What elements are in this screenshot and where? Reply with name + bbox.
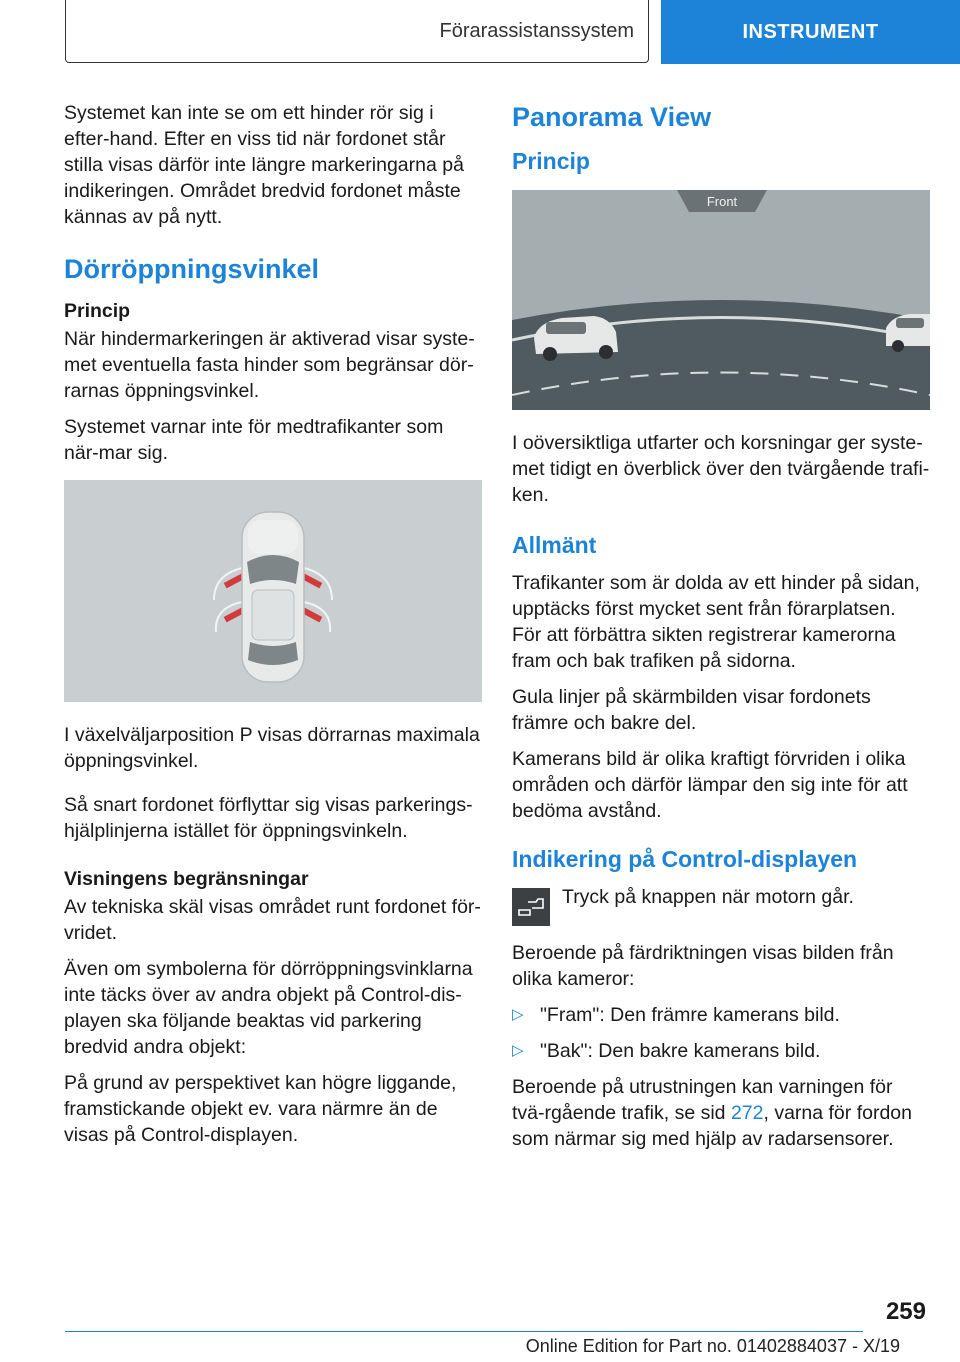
paragraph: Tryck på knappen när motorn går.	[562, 886, 854, 908]
list-item-text: "Fram": Den främre kamerans bild.	[540, 1004, 840, 1026]
heading-indication: Indikering på Control-displayen	[512, 846, 858, 872]
panorama-view-figure	[512, 190, 930, 410]
paragraph: Kamerans bild är olika kraftigt förvriden i olika områden och därför lämpar den sig inte för att bedöma avstånd.	[512, 748, 908, 822]
paragraph: Så snart fordonet förflyttar sig visas parkerings-hjälplinjerna istället för öppningsvinkeln.	[64, 794, 473, 842]
paragraph-text: Beroende på utrustningen kan varningen för tvä-rgående trafik, se sid	[512, 1076, 893, 1124]
subheading-limits: Visningens begränsningar	[64, 868, 309, 890]
paragraph-text: , varna för fordon som närmar sig med hjälp av radarsensorer.	[512, 1102, 912, 1150]
panorama-camera-illustration	[512, 190, 930, 410]
paragraph: Även om symbolerna för dörröppningsvinklarna inte täcks över av andra objekt på Control-dis-playen ska följande beaktas vid parkering bredvid andra objekt:	[64, 958, 473, 1058]
footer-divider	[65, 1331, 863, 1332]
heading-panorama-view: Panorama View	[512, 102, 712, 132]
triangle-bullet-icon: ▷	[512, 1042, 524, 1059]
paragraph: I oöversiktliga utfarter och korsningar ger syste-met tidigt en överblick över den tvärgående trafi-ken.	[512, 432, 930, 506]
list-item	[512, 1038, 930, 1064]
car-top-view-illustration	[64, 480, 482, 702]
paragraph: I växelväljarposition P visas dörrarnas maximala öppningsvinkel.	[64, 724, 480, 772]
camera-symbol	[516, 896, 546, 918]
paragraph: Beroende på färdriktningen visas bilden från olika kameror:	[512, 942, 894, 990]
front-label: Front	[706, 194, 738, 209]
subheading-princip: Princip	[64, 300, 131, 322]
door-angle-figure	[64, 480, 482, 702]
page-number: 259	[885, 1298, 926, 1325]
header-section-title: Förarassistanssystem	[439, 19, 634, 42]
camera-button-icon[interactable]	[512, 888, 550, 926]
paragraph: När hindermarkeringen är aktiverad visar syste-met eventuella fasta hinder som begränsar dör-rarnas öppningsvinkel.	[64, 328, 475, 402]
footer-edition: Online Edition for Part no. 01402884037 - X/19	[525, 1336, 900, 1356]
paragraph: Av tekniska skäl visas området runt fordonet för-vridet.	[64, 896, 481, 944]
header-section-box	[65, 0, 649, 63]
header-chapter-tab[interactable]	[661, 0, 960, 64]
paragraph: På grund av perspektivet kan högre liggande, framstickande objekt ev. vara närmre än de visas på Control-displayen.	[64, 1072, 457, 1146]
header-chapter-label: INSTRUMENT	[742, 20, 879, 43]
paragraph: Trafikanter som är dolda av ett hinder på sidan, upptäcks först mycket sent från förarplatsen. För att förbättra sikten registrerar kamerorna fram och bak trafiken på sidorna.	[512, 572, 920, 672]
left-column	[64, 100, 482, 1158]
list-item	[512, 1002, 930, 1028]
heading-door-angle: Dörröppningsvinkel	[64, 254, 320, 284]
control-button-instruction	[512, 884, 930, 926]
triangle-bullet-icon: ▷	[512, 1006, 524, 1023]
heading-general: Allmänt	[512, 532, 597, 558]
page-reference-link[interactable]: 272	[730, 1102, 764, 1124]
heading-princip: Princip	[512, 148, 590, 174]
paragraph: Systemet varnar inte för medtrafikanter som när-mar sig.	[64, 416, 444, 464]
paragraph: Systemet kan inte se om ett hinder rör sig i efter-hand. Efter en viss tid när fordonet står stilla visas därför inte längre markeringarna på indikeringen. Området bredvid fordonet måste kännas av på nytt.	[64, 102, 464, 228]
list-item-text: "Bak": Den bakre kamerans bild.	[540, 1040, 821, 1062]
right-column	[512, 100, 930, 1162]
paragraph: Gula linjer på skärmbilden visar fordonets främre och bakre del.	[512, 686, 871, 734]
paragraph	[512, 1074, 930, 1152]
